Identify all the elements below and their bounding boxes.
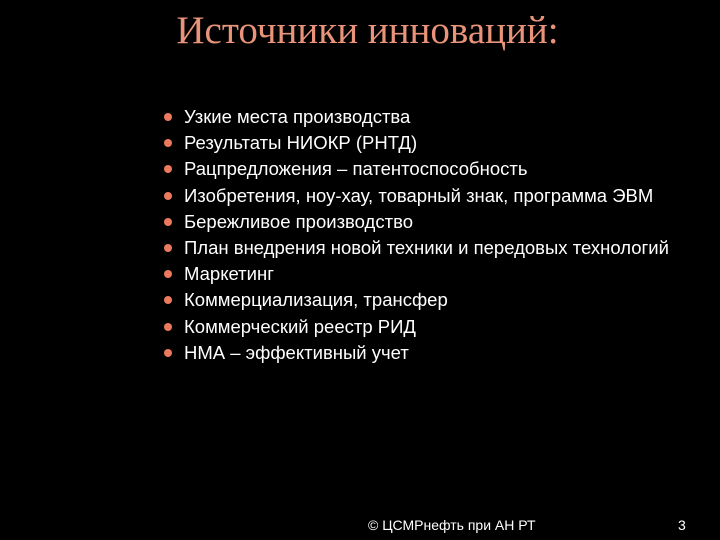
bullet-list — [157, 104, 707, 366]
list-item — [157, 235, 707, 261]
bullet-text: НМА – эффективный учет — [184, 341, 409, 363]
bullet-text: Узкие места производства — [184, 106, 411, 127]
list-item — [157, 261, 707, 287]
bullet-text: Бережливое производство — [184, 210, 413, 232]
round-bullet-icon — [164, 244, 172, 252]
round-bullet-icon — [164, 270, 172, 278]
bullet-text: План внедрения новой техники и передовых технологий — [184, 237, 669, 259]
round-bullet-icon — [164, 218, 172, 226]
list-item — [157, 183, 707, 209]
round-bullet-icon — [164, 165, 172, 173]
page-number: 3 — [678, 517, 686, 533]
list-item — [157, 156, 707, 182]
round-bullet-icon — [164, 139, 172, 147]
bullet-text: Рацпредложения – патентоспособность — [184, 158, 528, 180]
list-item — [157, 340, 707, 366]
bullet-text: Коммерциализация, трансфер — [184, 289, 448, 311]
bullet-text: Коммерческий реестр РИД — [184, 315, 416, 337]
slide-title: Источники инноваций: — [176, 9, 559, 52]
list-item — [157, 314, 707, 340]
list-item — [157, 287, 707, 313]
bullet-text: Результаты НИОКР (РНТД) — [184, 132, 418, 154]
bullet-text: Маркетинг — [184, 263, 274, 285]
list-item — [157, 209, 707, 235]
bullet-text: Изобретения, ноу-хау, товарный знак, программа ЭВМ — [184, 184, 654, 206]
round-bullet-icon — [164, 349, 172, 357]
footer-copyright: © ЦСМРнефть при АН РТ — [368, 517, 536, 533]
round-bullet-icon — [164, 323, 172, 331]
round-bullet-icon — [164, 113, 172, 121]
round-bullet-icon — [164, 192, 172, 200]
list-item — [157, 130, 707, 156]
round-bullet-icon — [164, 296, 172, 304]
list-item — [157, 104, 707, 130]
